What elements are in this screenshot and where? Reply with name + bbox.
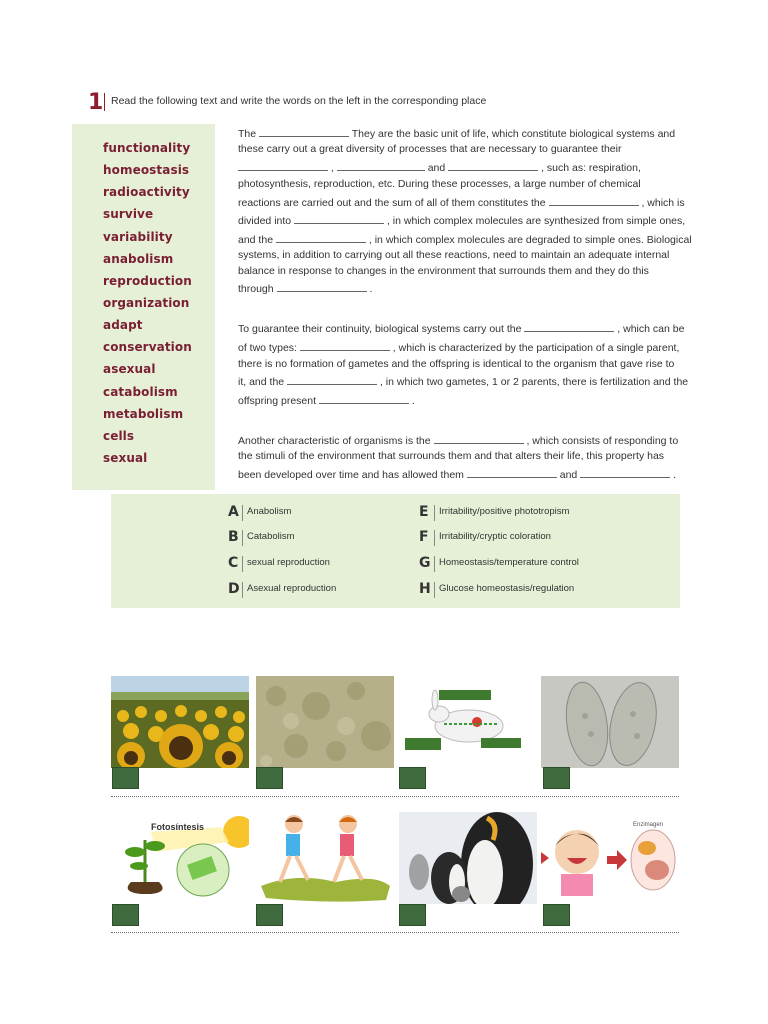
text-line — [238, 374, 688, 388]
text-line — [238, 160, 641, 174]
text-fragment: . — [369, 283, 373, 295]
text-fragment: it, and the — [238, 376, 285, 388]
answer-box[interactable] — [399, 904, 426, 926]
question-number: 1 — [88, 90, 104, 115]
key-divider — [242, 556, 243, 572]
text-line: the stimuli of the environment that surrounds them and that alters their life, this property has — [238, 450, 665, 462]
text-fragment: divided into — [238, 215, 292, 227]
key-letter: C — [228, 555, 239, 571]
answer-blank[interactable] — [448, 160, 538, 171]
answer-blank[interactable] — [319, 393, 409, 404]
word-bank-item: conservation — [103, 340, 192, 354]
word-bank-item: metabolism — [103, 407, 184, 421]
word-bank-item: reproduction — [103, 274, 192, 288]
text-fragment: , — [330, 162, 334, 174]
text-fragment: and — [427, 162, 446, 174]
text-line — [238, 126, 675, 140]
key-letter: H — [419, 581, 431, 597]
text-line: these carry out a great diversity of processes that are necessary to guarantee their — [238, 143, 622, 155]
row-divider — [111, 932, 679, 933]
key-divider — [434, 505, 435, 521]
key-letter: D — [228, 581, 240, 597]
text-fragment: , such as: respiration, — [541, 162, 641, 174]
penguins-image — [399, 812, 537, 904]
text-line — [238, 281, 372, 295]
word-bank-item: adapt — [103, 318, 143, 332]
answer-blank[interactable] — [276, 232, 366, 243]
answer-blank[interactable] — [337, 160, 425, 171]
answer-blank[interactable] — [277, 281, 367, 292]
answer-box[interactable] — [256, 767, 283, 789]
text-line — [238, 433, 678, 447]
text-line — [238, 232, 692, 246]
key-divider — [242, 582, 243, 598]
answer-box[interactable] — [256, 904, 283, 926]
key-letter: A — [228, 504, 239, 520]
key-divider — [434, 582, 435, 598]
key-letter: G — [419, 555, 431, 571]
text-fragment: through — [238, 283, 274, 295]
key-text: Anabolism — [247, 506, 292, 517]
sunflowers-image — [111, 676, 249, 768]
word-bank-item: functionality — [103, 141, 191, 155]
text-line — [238, 340, 679, 354]
text-fragment: of two types: — [238, 342, 297, 354]
key-divider — [242, 530, 243, 546]
text-fragment: , in which complex molecules are synthesized from simple ones, — [386, 215, 686, 227]
word-bank-item: radioactivity — [103, 185, 190, 199]
key-text: Glucose homeostasis/regulation — [439, 583, 575, 594]
text-fragment: , in which two gametes, 1 or 2 parents, there is fertilization and the — [379, 376, 689, 388]
word-bank-item: anabolism — [103, 252, 174, 266]
word-bank-item: catabolism — [103, 385, 178, 399]
text-fragment: and the — [238, 234, 274, 246]
answer-blank[interactable] — [294, 213, 384, 224]
photosynthesis-label: Fotosíntesis — [151, 822, 205, 832]
word-bank-item: sexual — [103, 451, 148, 465]
word-bank-item: asexual — [103, 362, 156, 376]
key-text: Homeostasis/temperature control — [439, 557, 579, 568]
text-line — [238, 195, 685, 209]
answer-blank[interactable] — [259, 126, 349, 137]
photosynthesis-image — [111, 812, 249, 904]
key-text: sexual reproduction — [247, 557, 330, 568]
text-fragment: , which consists of responding to — [526, 435, 679, 447]
answer-blank[interactable] — [300, 340, 390, 351]
word-bank-item: variability — [103, 230, 173, 244]
answer-box[interactable] — [112, 767, 139, 789]
answer-box[interactable] — [399, 767, 426, 789]
text-line: photosynthesis, reproduction, etc. During these processes, a large number of chemical — [238, 178, 641, 190]
answer-key-box — [111, 494, 680, 608]
text-fragment: To guarantee their continuity, biological systems carry out the — [238, 323, 522, 335]
question-separator — [104, 93, 105, 111]
runners-image — [256, 812, 394, 904]
text-fragment: , in which complex molecules are degraded to simple ones. Biological — [368, 234, 692, 246]
text-fragment: , which can be — [617, 323, 685, 335]
word-bank — [72, 124, 215, 490]
text-fragment: offspring present — [238, 395, 317, 407]
key-text: Irritability/positive phototropism — [439, 506, 570, 517]
text-fragment: The — [238, 128, 257, 140]
text-fragment: been developed over time and has allowed them — [238, 469, 464, 481]
word-bank-item: survive — [103, 207, 154, 221]
key-letter: F — [419, 529, 429, 545]
text-fragment: . — [411, 395, 415, 407]
question-instruction: Read the following text and write the words on the left in the corresponding place — [111, 95, 487, 107]
enzymes-label: Enzimagen — [633, 822, 664, 828]
word-bank-item: homeostasis — [103, 163, 190, 177]
text-fragment: and — [559, 469, 578, 481]
text-fragment: reactions are carried out and the sum of all of them constitutes the — [238, 197, 546, 209]
answer-blank[interactable] — [238, 160, 328, 171]
word-bank-item: cells — [103, 429, 135, 443]
answer-box[interactable] — [112, 904, 139, 926]
key-text: Catabolism — [247, 531, 295, 542]
key-letter: E — [419, 504, 429, 520]
digestion-image — [541, 812, 679, 904]
text-fragment: They are the basic unit of life, which constitute biological systems and — [351, 128, 676, 140]
text-fragment: , which is — [641, 197, 685, 209]
key-text: Asexual reproduction — [247, 583, 337, 594]
answer-box[interactable] — [543, 767, 570, 789]
answer-blank[interactable] — [580, 467, 670, 478]
key-letter: B — [228, 529, 239, 545]
row-divider — [111, 796, 679, 797]
text-line — [238, 393, 415, 407]
text-line: there is no formation of gametes and the offspring is identical to the organism that gave rise to — [238, 358, 675, 370]
text-line: balance in response to changes in the environment that surrounds them and they do this — [238, 265, 649, 277]
rabbit-diagram-image — [399, 676, 537, 768]
paramecium-image — [541, 676, 679, 768]
text-line: systems, in addition to carrying out all these reactions, need to maintain an adequate internal — [238, 249, 670, 261]
answer-blank[interactable] — [467, 467, 557, 478]
text-fragment: Another characteristic of organisms is the — [238, 435, 431, 447]
key-divider — [434, 530, 435, 546]
word-bank-item: organization — [103, 296, 190, 310]
answer-blank[interactable] — [524, 321, 614, 332]
answer-blank[interactable] — [434, 433, 524, 444]
key-text: Irritability/cryptic coloration — [439, 531, 551, 542]
key-divider — [434, 556, 435, 572]
text-fragment: . — [673, 469, 677, 481]
text-line — [238, 321, 684, 335]
answer-box[interactable] — [543, 904, 570, 926]
text-fragment: , which is characterized by the participation of a single parent, — [392, 342, 680, 354]
answer-blank[interactable] — [549, 195, 639, 206]
key-divider — [242, 505, 243, 521]
text-line — [238, 213, 685, 227]
text-line — [238, 467, 676, 481]
answer-blank[interactable] — [287, 374, 377, 385]
camouflage-image — [256, 676, 394, 768]
